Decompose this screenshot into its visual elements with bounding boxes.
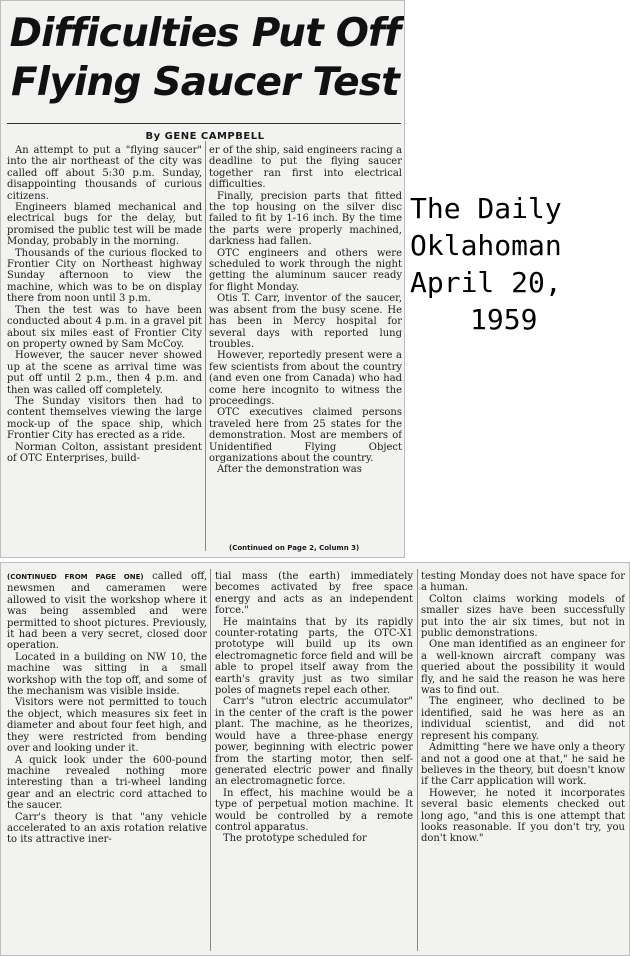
paragraph: However, he noted it incorporates several basic elements checked out long ago, "and this is one attempt that looks reasonable. If you don't try, you don't know." [421,787,625,845]
paragraph: Engineers blamed mechanical and electrical bugs for the delay, but promised the public test will be made Monday, probably in the morning. [7,202,202,248]
source-caption [410,190,626,338]
paragraph: OTC executives claimed persons traveled here from 25 states for the demonstration. Most are members of Unidentified Flying Object organizations about the country. [209,407,402,464]
paragraph: Thousands of the curious flocked to Frontier City on Northeast highway Sunday afternoon to view the machine, which was to be on display there from noon until 3 p.m. [7,247,202,305]
caption-line-4: 1959 [470,303,538,336]
paragraph: An attempt to put a "flying saucer" into the air northeast of the city was called off about 5:30 p.m. Sunday, disappointing thousands of curious citizens. [7,145,202,202]
paragraph: er of the ship, said engineers racing a deadline to put the flying saucer together ran first into electrical difficulties. [209,145,402,191]
paragraph: The engineer, who declined to be identified, said he was here as an individual scientist, and did not represent his company. [421,696,625,742]
continued-note: (Continued on Page 2, Column 3) [229,544,360,552]
paragraph: tial mass (the earth) immediately becomes activated by free space energy and acts as an independent force." [215,571,413,617]
headline-line-2: Flying Saucer Test [10,60,400,105]
caption-line-2: Oklahoman [410,229,562,262]
continuation-first-paragraph [7,571,207,652]
paragraph: Located in a building on NW 10, the machine was sitting in a small workshop with the top off, and some of the mechanism was visible inside. [7,651,207,698]
headline-rule [7,123,401,124]
continuation-column-1 [7,571,207,953]
paragraph: OTC engineers and others were scheduled to work through the night getting the aluminum saucer ready for flight Monday. [209,247,402,293]
paragraph: Norman Colton, assistant president of OTC Enterprises, build- [7,441,202,464]
paragraph: The prototype scheduled for [223,833,367,845]
column-divider [417,569,418,951]
article-clipping-front-page [0,0,405,558]
paragraph: In effect, his machine would be a type of perpetual motion machine. It would be controlled by a remote control apparatus. [215,787,413,833]
paragraph: Then the test was to have been conducted about 4 p.m. in a gravel pit about six miles east of Frontier City on property owned by Sam McCoy. [7,304,202,350]
article-column-2 [209,145,402,543]
byline: By GENE CAMPBELL [145,131,265,142]
paragraph: testing Monday does not have space for a human. [421,571,625,594]
paragraph: He maintains that by its rapidly counter-rotating parts, the OTC-X1 prototype will build up its own electromagnetic force field and will be able to propel itself away from the earth's gravity just as two similar poles of magnets repel each other. [215,616,413,697]
paragraph: Carr's theory is that "any vehicle accelerated to an axis rotation relative to its attractive iner- [7,811,207,846]
headline-line-1: Difficulties Put Off [9,11,401,56]
continued-from-label: (CONTINUED FROM PAGE ONE) [7,573,144,581]
caption-line-3: April 20, [410,266,562,299]
paragraph: However, reportedly present were a few scientists from about the country (and even one from Canada) who had come here incognito to witness the proceedings. [209,350,402,407]
paragraph: Finally, precision parts that fitted the top housing on the silver disc failed to fit by 1-16 inch. By the time the parts were properly machined, darkness had fallen. [209,190,402,248]
continuation-column-2 [215,571,413,953]
paragraph: Colton claims working models of smaller sizes have been successfully put into the air six times, but not in public demonstrations. [421,593,625,640]
paragraph: However, the saucer never showed up at the scene as arrival time was put off until 2 p.m., then 4 p.m. and then was called off completely. [7,350,202,396]
article-clipping-continuation [0,562,630,956]
paragraph: A quick look under the 600-pound machine revealed nothing more interesting than a tri-wheel landing gear and an electric cord attached to the saucer. [7,754,207,812]
paragraph: After the demonstration was [217,464,362,476]
paragraph: Admitting "here we have only a theory and not a good one at that," he said he believes in the theory, but doesn't know if the Carr application will work. [421,742,625,788]
paragraph: The Sunday visitors then had to content themselves viewing the large mock-up of the space ship, which Frontier City has erected as a ride. [7,395,202,442]
column-divider [205,141,206,551]
continuation-column-3 [421,571,625,953]
paragraph-text: called off, newsmen and cameramen were allowed to visit the workshop where it was being assembled and were permitted to shoot pictures. Previously, it had been a very secret, closed door operation. [7,571,207,652]
paragraph: Visitors were not permitted to touch the object, which measures six feet in diameter and about four feet high, and they were restricted from bending over and looking under it. [7,697,207,755]
paragraph: Otis T. Carr, inventor of the saucer, was absent from the busy scene. He has been in Mercy hospital for several days with reported lung troubles. [209,293,402,350]
column-divider [210,569,211,951]
paragraph: One man identified as an engineer for a well-known aircraft company was queried about the possibility it would fly, and he said the reason he was here was to find out. [421,639,625,697]
headline [9,9,401,107]
article-column-1 [7,145,202,555]
caption-line-1: The Daily [410,192,562,225]
paragraph: Carr's "utron electric accumulator" in the center of the craft is the power plant. The machine, as he theorizes, would have a three-phase energy power, beginning with electric power from the starting motor, then self-generated electric power and finally an electromagnetic force. [215,696,413,788]
